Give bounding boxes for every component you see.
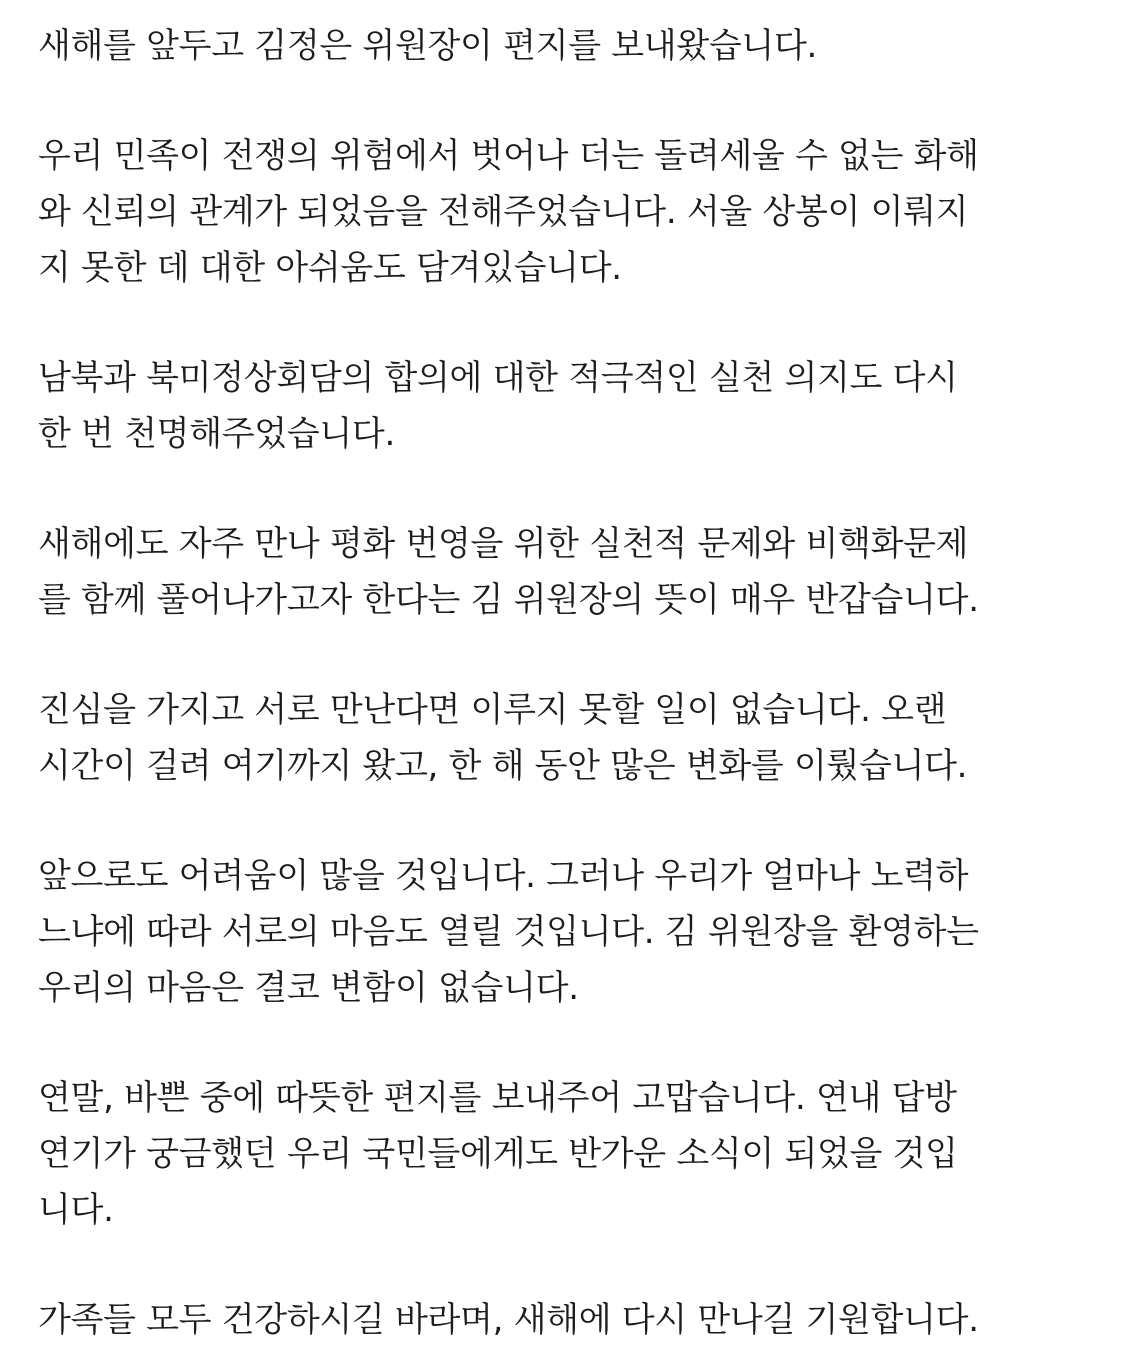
text-line: 가족들 모두 건강하시길 바라며, 새해에 다시 만나길 기원합니다. — [38, 1300, 979, 1340]
text-line: 를 함께 풀어나가고자 한다는 김 위원장의 뜻이 매우 반갑습니다. — [38, 580, 979, 620]
text-line: 지 못한 데 대한 아쉬움도 담겨있습니다. — [38, 248, 622, 288]
paragraph-2 — [38, 128, 1098, 296]
text-line: 니다. — [38, 1190, 114, 1230]
paragraph-gap — [38, 628, 1098, 682]
paragraph-gap — [38, 296, 1098, 350]
text-line: 연기가 궁금했던 우리 국민들에게도 반가운 소식이 되었을 것입 — [38, 1134, 958, 1174]
paragraph-1 — [38, 18, 1098, 74]
paragraph-3 — [38, 350, 1098, 462]
text-line: 진심을 가지고 서로 만난다면 이루지 못할 일이 없습니다. 오랜 — [38, 690, 947, 730]
paragraph-5 — [38, 682, 1098, 794]
paragraph-6 — [38, 848, 1098, 1016]
paragraph-8 — [38, 1292, 1098, 1348]
post-body — [38, 0, 1098, 1348]
text-line: 우리의 마음은 결코 변함이 없습니다. — [38, 968, 579, 1008]
text-line: 새해에도 자주 만나 평화 번영을 위한 실천적 문제와 비핵화문제 — [38, 524, 969, 564]
text-line: 연말, 바쁜 중에 따뜻한 편지를 보내주어 고맙습니다. 연내 답방 — [38, 1078, 957, 1118]
paragraph-gap — [38, 462, 1098, 516]
text-line: 와 신뢰의 관계가 되었음을 전해주었습니다. 서울 상봉이 이뤄지 — [38, 192, 969, 232]
paragraph-gap — [38, 1016, 1098, 1070]
paragraph-gap — [38, 74, 1098, 128]
paragraph-4 — [38, 516, 1098, 628]
text-line: 남북과 북미정상회담의 합의에 대한 적극적인 실천 의지도 다시 — [38, 358, 958, 398]
text-line: 새해를 앞두고 김정은 위원장이 편지를 보내왔습니다. — [38, 26, 818, 66]
paragraph-gap — [38, 794, 1098, 848]
paragraph-7 — [38, 1070, 1098, 1238]
text-line: 느냐에 따라 서로의 마음도 열릴 것입니다. 김 위원장을 환영하는 — [38, 912, 979, 952]
text-line: 한 번 천명해주었습니다. — [38, 414, 395, 454]
text-line: 앞으로도 어려움이 많을 것입니다. 그러나 우리가 얼마나 노력하 — [38, 856, 969, 896]
text-line: 시간이 걸려 여기까지 왔고, 한 해 동안 많은 변화를 이뤘습니다. — [38, 746, 968, 786]
text-line: 우리 민족이 전쟁의 위험에서 벗어나 더는 돌려세울 수 없는 화해 — [38, 136, 979, 176]
paragraph-gap — [38, 1238, 1098, 1292]
